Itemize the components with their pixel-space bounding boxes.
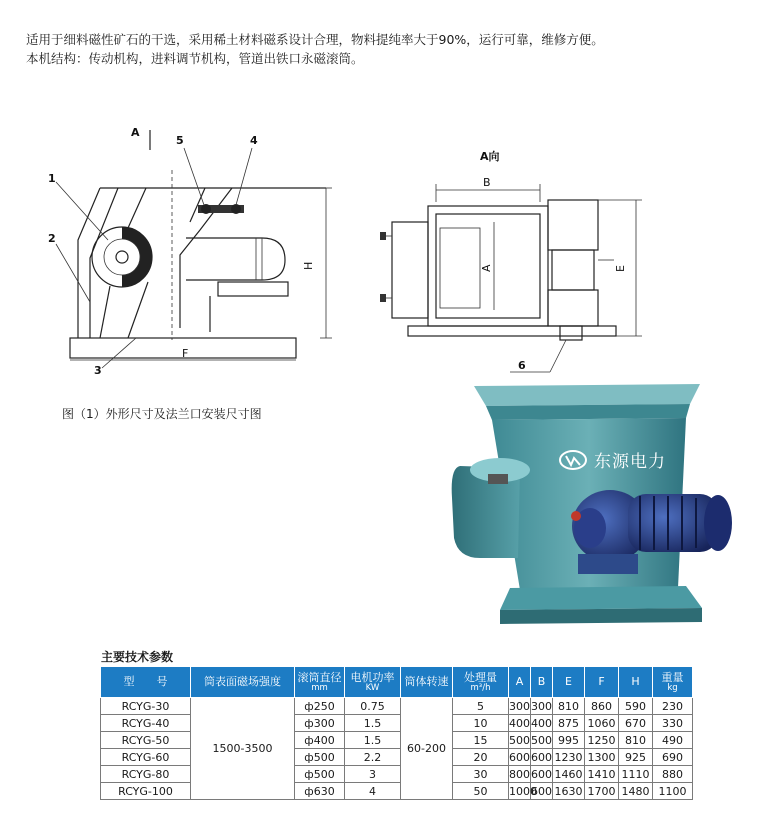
side-view [48,126,332,377]
product-photo [440,378,750,640]
cell-model: RCYG-40 [101,715,191,732]
cell-h: 590 [619,698,653,715]
label-4: 4 [250,134,258,147]
label-3: 3 [94,364,102,377]
cell-speed: 60-200 [401,698,453,800]
table-row [101,732,693,749]
cell-a: 400 [509,716,530,730]
cell-capacity: 10 [453,715,509,732]
cell-e: 875 [553,715,585,732]
cell-diameter: ф630 [295,783,345,800]
header-diameter: 滚筒直径 mm [295,667,345,698]
brand-logo-icon [558,449,588,471]
cell-model: RCYG-50 [101,732,191,749]
cell-h: 670 [619,715,653,732]
cell-h: 810 [619,732,653,749]
cell-model: RCYG-60 [101,749,191,766]
cell-b: 500 [531,733,552,747]
cell-diameter: ф250 [295,698,345,715]
cell-power: 1.5 [345,715,401,732]
intro-text [26,30,746,68]
cell-h: 1480 [619,783,653,800]
params-table [100,666,693,800]
cell-diameter: ф400 [295,732,345,749]
params-title: 主要技术参数 [101,650,174,664]
cell-model: RCYG-30 [101,698,191,715]
cell-b: 600 [531,750,552,764]
label-f: F [182,347,189,360]
cell-weight: 1100 [653,783,693,800]
header-h: H [619,667,653,698]
cell-f: 1250 [585,732,619,749]
label-2: 2 [48,232,56,245]
cell-capacity: 5 [453,698,509,715]
header-model: 型 号 [101,667,191,698]
table-row [101,766,693,783]
header-field: 筒表面磁场强度 [191,667,295,698]
cell-a: 500 [509,733,530,747]
table-row [101,783,693,800]
cell-power: 0.75 [345,698,401,715]
cell-a: 300 [509,699,530,713]
label-b: B [483,176,491,189]
cell-a: 600 [509,750,530,764]
header-weight: 重量 kg [653,667,693,698]
header-capacity: 处理量 m³/h [453,667,509,698]
cell-b: 300 [531,699,552,713]
cell-weight: 490 [653,732,693,749]
cell-h: 925 [619,749,653,766]
header-b: B [531,667,553,698]
cell-power: 4 [345,783,401,800]
cell-b: 400 [531,716,552,730]
cell-a: 800 [509,767,530,781]
cell-weight: 230 [653,698,693,715]
cell-b: 600 [531,767,552,781]
table-row [101,715,693,732]
cell-weight: 880 [653,766,693,783]
cell-e: 810 [553,698,585,715]
cell-model: RCYG-100 [101,783,191,800]
header-f: F [585,667,619,698]
cell-f: 1060 [585,715,619,732]
cell-b: 600 [531,784,552,798]
cell-weight: 690 [653,749,693,766]
cell-capacity: 15 [453,732,509,749]
label-e: E [614,265,627,272]
table-row [101,749,693,766]
cell-power: 2.2 [345,749,401,766]
cell-e: 1630 [554,784,583,798]
brand-name: 东源电力 [594,452,666,472]
label-6: 6 [518,359,526,372]
cell-model: RCYG-80 [101,766,191,783]
cell-diameter: ф300 [295,715,345,732]
cell-f: 1410 [585,766,619,783]
label-5: 5 [176,134,184,147]
label-h: H [302,261,315,270]
cell-a: 1000 [509,784,537,798]
cell-capacity: 50 [453,783,509,800]
header-e: E [553,667,585,698]
params-header-row [101,667,693,698]
cell-diameter: ф500 [295,766,345,783]
cell-capacity: 20 [453,749,509,766]
header-speed: 筒体转速 [401,667,453,698]
cell-h: 1110 [619,766,653,783]
intro-line-1: 适用于细料磁性矿石的干选，采用稀土材料磁系设计合理，物料提纯率大于90%，运行可靠，维修方便。 [26,32,604,47]
cell-weight: 330 [653,715,693,732]
table-row [101,698,693,715]
cell-f: 1300 [585,749,619,766]
cell-f: 860 [585,698,619,715]
label-a-arrow: A [131,126,140,139]
label-a-dim: A [480,264,493,272]
header-power: 电机功率 KW [345,667,401,698]
brand-mark [558,447,666,472]
front-view [380,149,642,372]
cell-capacity: 30 [453,766,509,783]
cell-e: 995 [553,732,585,749]
cell-e: 1460 [554,767,583,781]
technical-drawing [0,110,760,380]
cell-power: 3 [345,766,401,783]
cell-field-strength: 1500-3500 [191,698,295,800]
cell-power: 1.5 [345,732,401,749]
front-view-title: A向 [480,150,500,163]
cell-f: 1700 [585,783,619,800]
header-a: A [509,667,531,698]
cell-e: 1230 [554,750,583,764]
cell-diameter: ф500 [295,749,345,766]
intro-line-2: 本机结构：传动机构，进料调节机构，管道出铁口永磁滚筒。 [26,51,364,66]
label-1: 1 [48,172,56,185]
drawing-caption: 图（1）外形尺寸及法兰口安装尺寸图 [62,407,262,421]
